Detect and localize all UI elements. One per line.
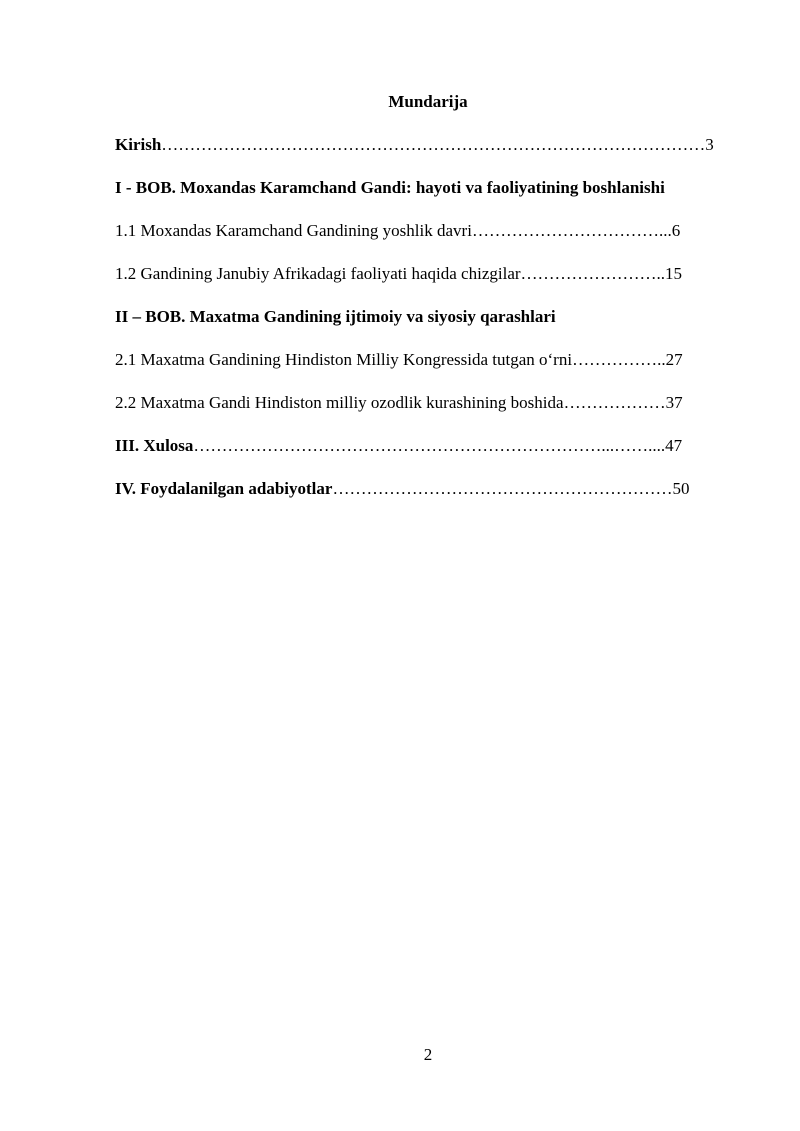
toc-entry-page: 3 xyxy=(705,135,714,154)
toc-entry-label: 1.2 Gandining Janubiy Afrikadagi faoliyati haqida chizgilar xyxy=(115,264,521,283)
toc-entry-leader: …………….. xyxy=(572,350,666,369)
toc-entry-leader: ………………………………………………………………...…….... xyxy=(193,436,666,455)
toc-entry-label: 2.1 Maxatma Gandining Hindiston Milliy Kongressida tutgan o‘rni xyxy=(115,350,573,369)
toc-entry-leader: …………………………………………………………………………………… xyxy=(161,135,706,154)
toc-entry-label: III. Xulosa xyxy=(115,436,194,455)
toc-entry-xulosa xyxy=(115,434,741,458)
toc-entry-1-1 xyxy=(115,219,741,243)
toc-chapter-label: I - BOB. Moxandas Karamchand Gandi: hayoti va faoliyatining boshlanishi xyxy=(115,178,665,197)
toc-entry-leader: …………………………………………………… xyxy=(332,479,673,498)
toc-entry-label: Kirish xyxy=(115,135,162,154)
toc-entry-leader: …………………….. xyxy=(520,264,666,283)
toc-entry-leader: ……………………………... xyxy=(471,221,672,240)
toc-chapter-2 xyxy=(115,305,741,329)
toc-entry-page: 27 xyxy=(665,350,683,369)
toc-entry-label: 2.2 Maxatma Gandi Hindiston milliy ozodlik kurashining boshida xyxy=(115,393,564,412)
toc-entry-page: 15 xyxy=(665,264,683,283)
toc-entry-page: 47 xyxy=(665,436,683,455)
toc-title: Mundarija xyxy=(388,92,468,111)
toc-chapter-1 xyxy=(115,176,741,200)
toc-entry-label: IV. Foydalanilgan adabiyotlar xyxy=(115,479,333,498)
toc-entry-page: 6 xyxy=(671,221,681,240)
toc-entry-page: 37 xyxy=(665,393,683,412)
toc-entry-page: 50 xyxy=(672,479,690,498)
toc-entry-leader: ……………… xyxy=(563,393,666,412)
page-number: 2 xyxy=(423,1045,433,1064)
toc-entry-2-2 xyxy=(115,391,741,415)
toc-entry-kirish xyxy=(115,133,741,157)
toc-chapter-label: II – BOB. Maxatma Gandining ijtimoiy va siyosiy qarashlari xyxy=(115,307,556,326)
toc-entry-label: 1.1 Moxandas Karamchand Gandining yoshlik davri xyxy=(115,221,472,240)
toc-entry-adabiyotlar xyxy=(115,477,741,501)
toc-entry-2-1 xyxy=(115,348,741,372)
toc-entry-1-2 xyxy=(115,262,741,286)
